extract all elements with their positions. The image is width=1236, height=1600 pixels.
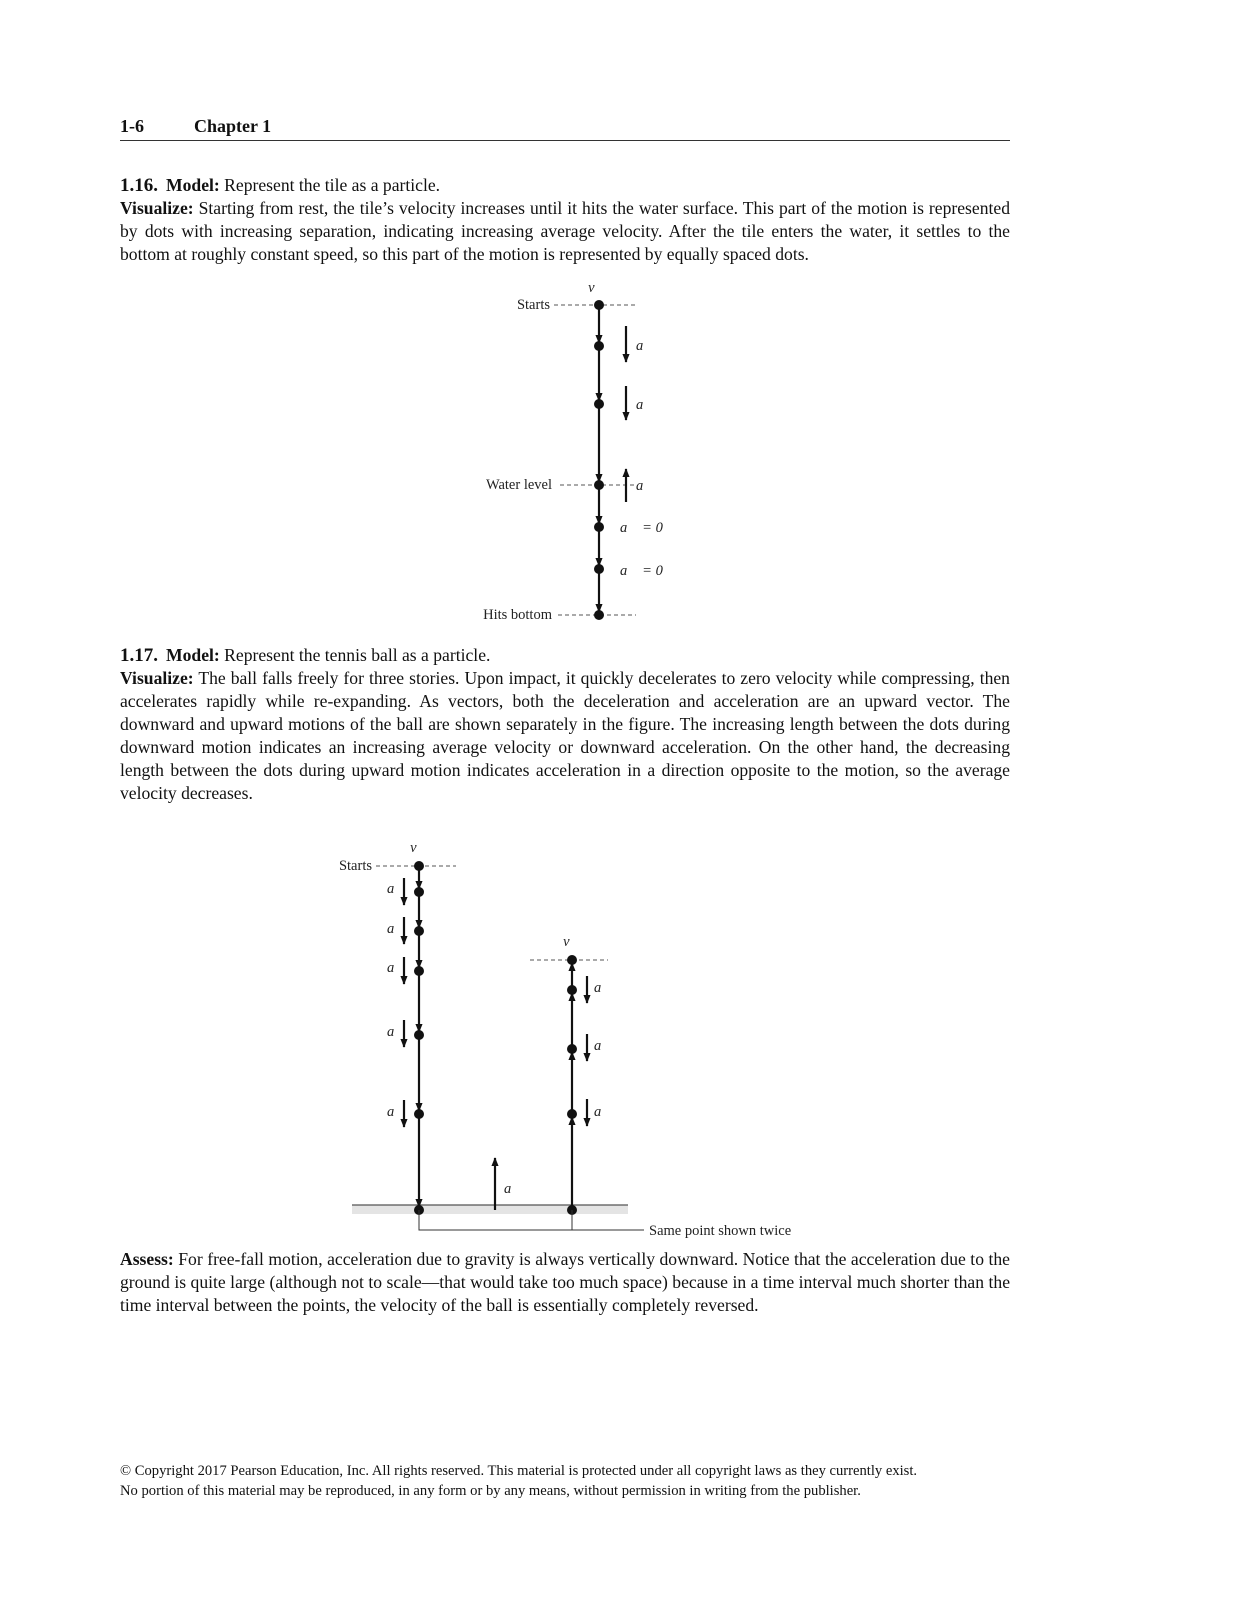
starts-label: Starts bbox=[338, 858, 372, 874]
problem-number: 1.16. bbox=[120, 175, 158, 196]
copyright-line: No portion of this material may be reproduced, in any form or by any means, without permission in writing from the publisher. bbox=[120, 1483, 861, 1499]
copyright-footer bbox=[120, 1461, 1020, 1501]
position-dot bbox=[594, 480, 604, 490]
problem-number: 1.17. bbox=[120, 645, 158, 666]
zero-acceleration-label: a⃗ = 0⃗ bbox=[620, 563, 675, 579]
model-text: Represent the tile as a particle. bbox=[224, 175, 441, 195]
acceleration-label: a⃗ bbox=[636, 397, 655, 413]
starts-label: Starts bbox=[516, 297, 550, 313]
position-dot bbox=[594, 522, 604, 532]
visualize-text: Starting from rest, the tile’s velocity increases until it hits the water surface. This part of the motion is represented by dots with increasing separation, indicating increasing average velocity. After the tile enters the water, it settles to the bottom at roughly constant speed, so this part of the motion is represented by equally spaced dots. bbox=[120, 198, 1010, 264]
velocity-label: v⃗ bbox=[563, 934, 581, 950]
water-level-label: Water level bbox=[485, 477, 552, 493]
zero-acceleration-label: a⃗ = 0⃗ bbox=[620, 520, 675, 536]
position-dot bbox=[414, 1109, 424, 1119]
position-dot bbox=[414, 966, 424, 976]
acceleration-label: a⃗ bbox=[636, 478, 655, 494]
position-dot bbox=[414, 926, 424, 936]
acceleration-label: a⃗ bbox=[504, 1181, 523, 1197]
velocity-label: v⃗ bbox=[410, 840, 428, 856]
position-dot bbox=[594, 610, 604, 620]
model-label: Model: bbox=[166, 175, 220, 195]
position-dot bbox=[594, 341, 604, 351]
position-dot bbox=[567, 1109, 577, 1119]
acceleration-label: a⃗ bbox=[387, 1024, 406, 1040]
model-text: Represent the tennis ball as a particle. bbox=[224, 645, 491, 665]
assess-body: For free-fall motion, acceleration due to gravity is always vertically downward. Notice that the acceleration due to the ground is quite large (although not to scale—that would take too much space) because in a time interval much shorter than the time interval between the points, the velocity of the ball is essentially completely reversed. bbox=[120, 1249, 1010, 1315]
position-dot bbox=[414, 887, 424, 897]
velocity-label: v⃗ bbox=[588, 280, 606, 296]
visualize-label: Visualize: bbox=[120, 198, 194, 218]
ground bbox=[352, 1205, 628, 1214]
tile-motion-diagram bbox=[483, 280, 674, 623]
visualize-text: The ball falls freely for three stories. Upon impact, it quickly decelerates to zero velocity while compressing, then accelerates rapidly while re-expanding. As vectors, both the deceleration and acceleration are an upward vector. The downward and upward motions of the ball are shown separately in the figure. The increasing length between the dots during downward motion indicates an increasing average velocity or downward acceleration. On the other hand, the decreasing length between the dots during upward motion indicates acceleration in a direction opposite to the motion, so the average velocity decreases. bbox=[120, 668, 1010, 803]
acceleration-label: a⃗ bbox=[636, 338, 655, 354]
position-dot bbox=[594, 399, 604, 409]
position-dot bbox=[414, 1030, 424, 1040]
acceleration-label: a⃗ bbox=[387, 881, 406, 897]
visualize-label: Visualize: bbox=[120, 668, 194, 688]
position-dot bbox=[594, 564, 604, 574]
position-dot bbox=[414, 861, 424, 871]
copyright-line: © Copyright 2017 Pearson Education, Inc. All rights reserved. This material is protected under all copyright laws as they currently exist. bbox=[120, 1463, 918, 1479]
acceleration-label: a⃗ bbox=[594, 1038, 613, 1054]
model-label: Model: bbox=[166, 645, 220, 665]
position-dot bbox=[567, 1044, 577, 1054]
acceleration-label: a⃗ bbox=[387, 921, 406, 937]
chapter-title: Chapter 1 bbox=[194, 116, 272, 136]
acceleration-label: a⃗ bbox=[594, 1104, 613, 1120]
acceleration-label: a⃗ bbox=[387, 1104, 406, 1120]
assess-label: Assess: bbox=[120, 1249, 174, 1269]
position-dot bbox=[567, 985, 577, 995]
tennis-ball-motion-diagram bbox=[339, 840, 791, 1239]
position-dot bbox=[567, 955, 577, 965]
same-point-label: Same point shown twice bbox=[649, 1223, 792, 1239]
hits-bottom-label: Hits bottom bbox=[483, 607, 552, 623]
page-number: 1-6 bbox=[120, 116, 144, 136]
acceleration-label: a⃗ bbox=[594, 980, 613, 996]
acceleration-label: a⃗ bbox=[387, 960, 406, 976]
position-dot bbox=[594, 300, 604, 310]
